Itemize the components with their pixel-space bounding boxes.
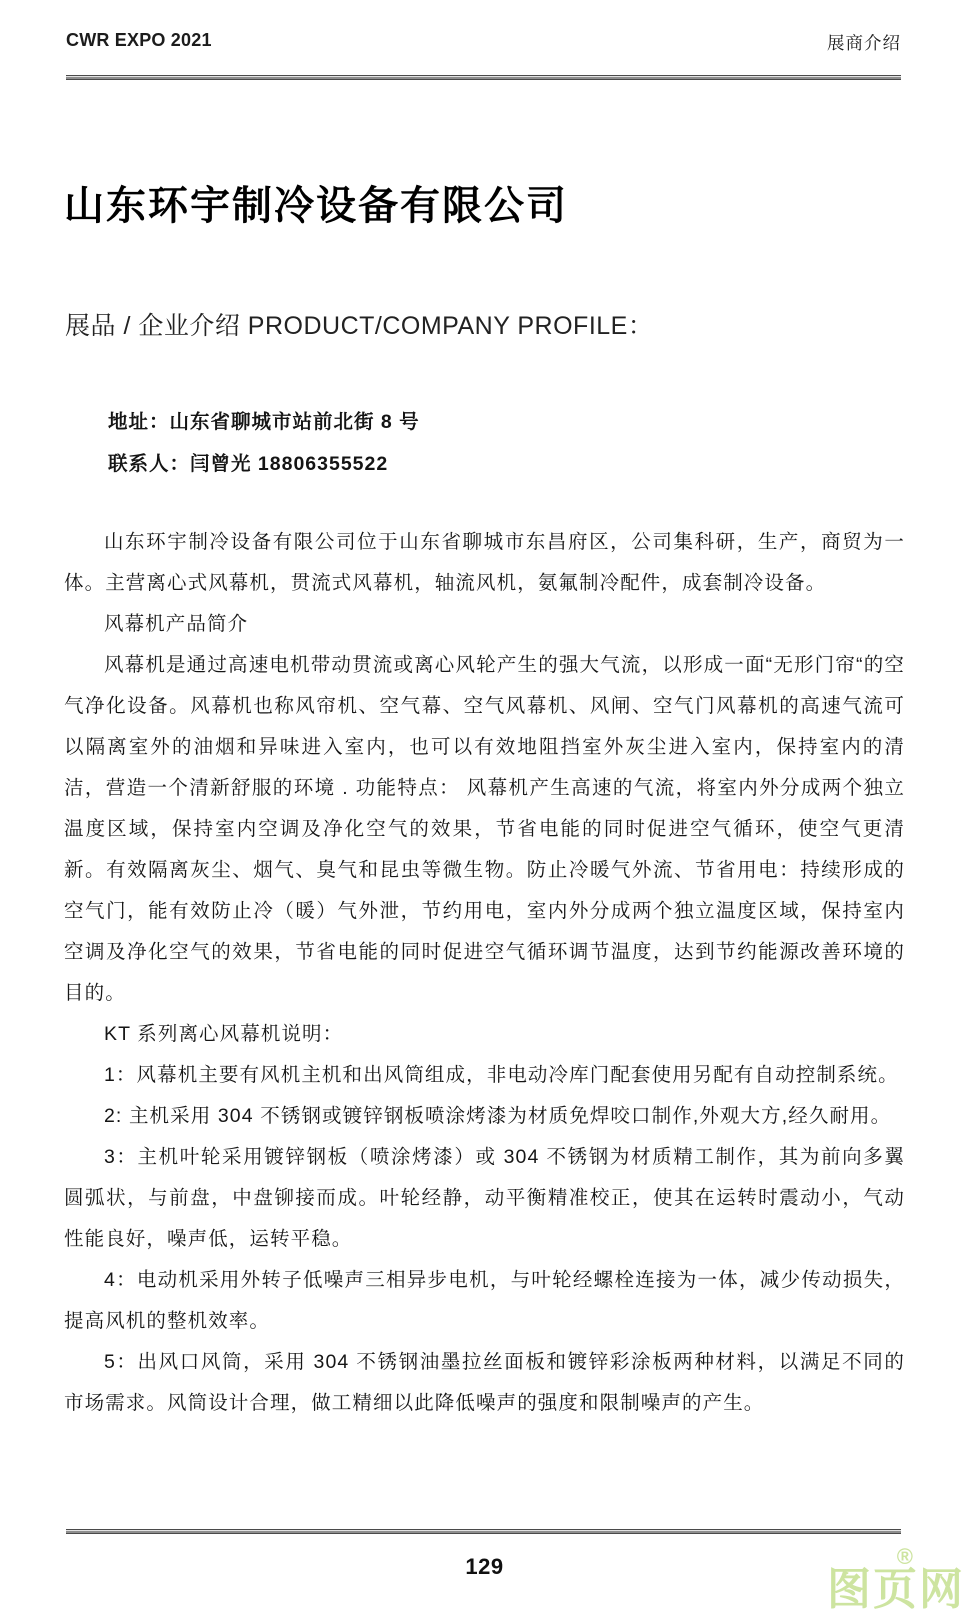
watermark-logo xyxy=(827,1544,965,1614)
paragraph-product-description: 风幕机是通过高速电机带动贯流或离心风轮产生的强大气流，以形成一面“无形门帘“的空气净化设备。风幕机也称风帘机、空气幕、空气风幕机、风闸、空气门风幕机的高速气流可以隔离室外的油烟和异味进入室内，也可以有效地阻挡室外灰尘进入室内，保持室内的清洁，营造一个清新舒服的环境 . 功能特点： 风幕机产生高速的气流，将室内外分成两个独立温度区域，保持室内空调及净化空气的效果，节省电能的同时促进空气循环，使空气更清新。有效隔离灰尘、烟气、臭气和昆虫等微生物。防止冷暖气外流、节省用电：持续形成的空气门，能有效防止冷（暖）气外泄，节约用电，室内外分成两个独立温度区域，保持室内空调及净化空气的效果，节省电能的同时促进空气循环调节温度，达到节约能源改善环境的目的。 xyxy=(64,654,905,1004)
footer-rule xyxy=(66,1529,901,1534)
paragraph-point-1: 1：风幕机主要有风机主机和出风筒组成，非电动冷库门配套使用另配有自动控制系统。 xyxy=(103,1064,899,1086)
contact-person-line: 联系人：闫曾光 18806355522 xyxy=(108,453,389,475)
address-line: 地址：山东省聊城市站前北街 8 号 xyxy=(108,411,420,433)
contact-block xyxy=(108,401,420,485)
header-rule xyxy=(66,75,901,80)
watermark-text: 图页网 xyxy=(827,1565,965,1614)
paragraph-point-2: 2: 主机采用 304 不锈钢或镀锌钢板喷涂烤漆为材质免焊咬口制作,外观大方,经久耐用。 xyxy=(103,1105,892,1127)
company-title: 山东环宇制冷设备有限公司 xyxy=(64,184,568,228)
section-heading: 展品 / 企业介绍 PRODUCT/COMPANY PROFILE： xyxy=(65,312,654,340)
expo-logo-text: CWR EXPO 2021 xyxy=(66,30,212,50)
paragraph-intro: 山东环宇制冷设备有限公司位于山东省聊城市东昌府区，公司集科研，生产，商贸为一体。主营离心式风幕机，贯流式风幕机，轴流风机，氨氟制冷配件，成套制冷设备。 xyxy=(64,531,905,594)
paragraph-point-3: 3：主机叶轮采用镀锌钢板（喷涂烤漆）或 304 不锈钢为材质精工制作，其为前向多翼圆弧状，与前盘，中盘铆接而成。叶轮经静，动平衡精准校正，使其在运转时震动小，气动性能良好，噪声低，运转平稳。 xyxy=(64,1146,905,1250)
registered-trademark-icon: ® xyxy=(896,1544,913,1569)
paragraph-point-4: 4：电动机采用外转子低噪声三相异步电机，与叶轮经螺栓连接为一体，减少传动损失，提高风机的整机效率。 xyxy=(64,1269,905,1332)
page-header xyxy=(66,30,901,55)
paragraph-point-5: 5：出风口风筒，采用 304 不锈钢油墨拉丝面板和镀锌彩涂板两种材料，以满足不同的市场需求。风筒设计合理，做工精细以此降低噪声的强度和限制噪声的产生。 xyxy=(64,1351,905,1414)
profile-body xyxy=(64,522,905,1424)
paragraph-product-brief-title: 风幕机产品简介 xyxy=(103,613,249,635)
header-section-label: 展商介绍 xyxy=(827,33,901,53)
page-number: 129 xyxy=(465,1554,504,1579)
paragraph-kt-series-title: KT 系列离心风幕机说明： xyxy=(103,1023,344,1045)
